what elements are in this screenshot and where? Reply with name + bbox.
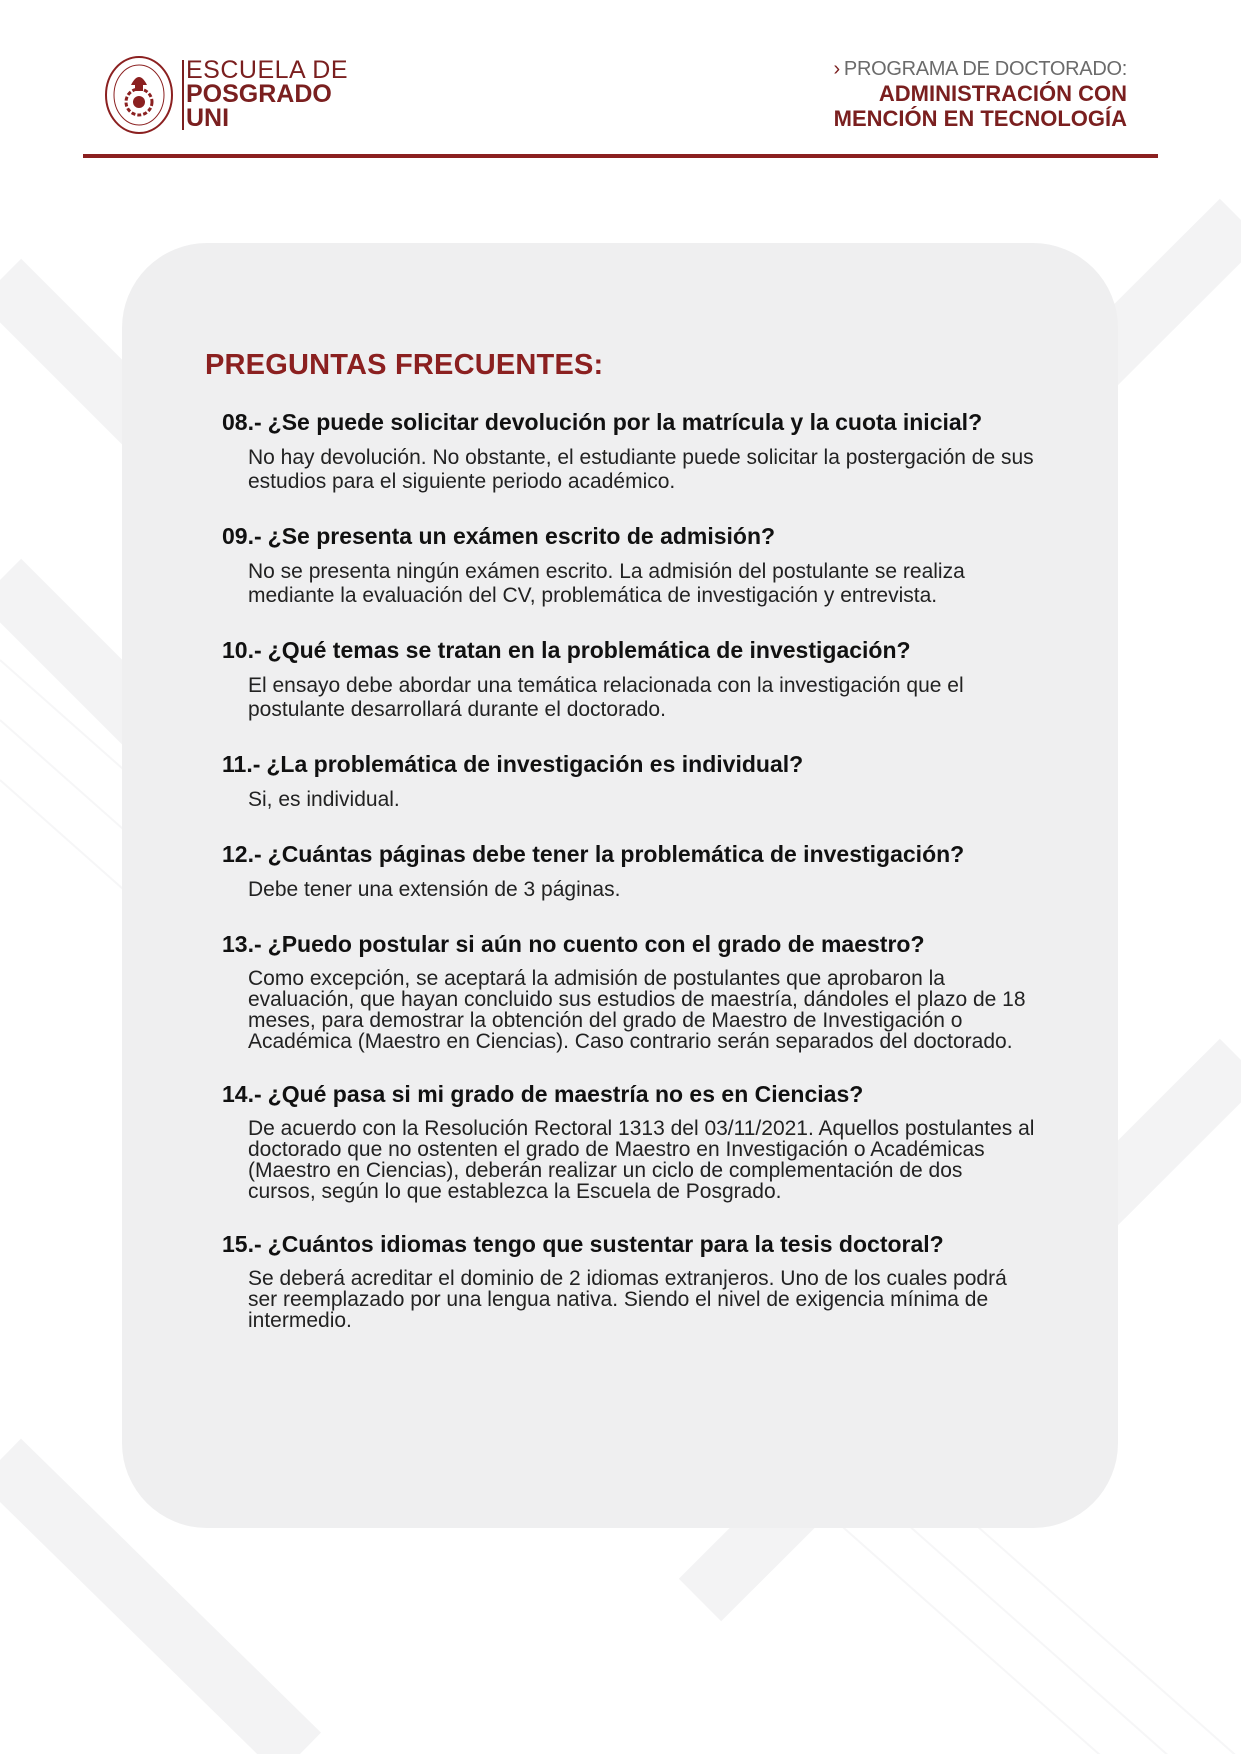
faq-question (222, 750, 1035, 778)
faq-question (222, 408, 1035, 436)
university-seal-icon (104, 55, 174, 135)
faq-question-text: ¿Se presenta un exámen escrito de admisión? (267, 523, 776, 549)
logo-line-3: UNI (186, 104, 230, 132)
faq-item (222, 750, 1035, 812)
faq-question-text: ¿Cuántas páginas debe tener la problemática de investigación? (267, 841, 965, 867)
faq-number: 11.- (222, 751, 261, 777)
faq-answer: Como excepción, se aceptará la admisión de postulantes que aprobaron la evaluación, que hayan concluido sus estudios de maestría, dándoles el plazo de 18 meses, para demostrar la obtención del grado de Maestro de Investigación o Académica (Maestro en Ciencias). Caso contrario serán separados del doctorado. (248, 967, 1026, 1053)
faq-question-text: ¿Qué pasa si mi grado de maestría no es en Ciencias? (267, 1081, 864, 1107)
faq-question (222, 930, 1035, 958)
faq-number: 09.- (222, 523, 262, 549)
program-label: PROGRAMA DE DOCTORADO: (843, 58, 1127, 80)
faq-number: 15.- (222, 1231, 262, 1257)
faq-question (222, 1080, 1035, 1108)
school-logo-text (186, 58, 348, 130)
program-line-1 (834, 58, 1127, 81)
faq-answer: Si, es individual. (248, 788, 400, 811)
faq-item (222, 522, 1035, 608)
faq-answer: De acuerdo con la Resolución Rectoral 1313 del 03/11/2021. Aquellos postulantes al doctorado que no ostenten el grado de Maestro en Investigación o Académicas (Maestro en Ciencias), deberán realizar un ciclo de complementación de dos cursos, según lo que establezca la Escuela de Posgrado. (248, 1117, 1035, 1203)
faq-number: 14.- (222, 1081, 262, 1107)
faq-item (222, 1230, 1035, 1331)
faq-question-text: ¿Cuántos idiomas tengo que sustentar para la tesis doctoral? (267, 1231, 944, 1257)
faq-question (222, 840, 1035, 868)
faq-question (222, 636, 1035, 664)
faq-question-text: ¿Se puede solicitar devolución por la matrícula y la cuota inicial? (267, 409, 983, 435)
faq-question (222, 1230, 1035, 1258)
faq-answer: El ensayo debe abordar una temática relacionada con la investigación que el postulante desarrollará durante el doctorado. (248, 674, 964, 721)
faq-question-text: ¿La problemática de investigación es individual? (266, 751, 804, 777)
faq-number: 12.- (222, 841, 262, 867)
faq-item (222, 636, 1035, 722)
logo-line-2: POSGRADO (186, 80, 332, 108)
faq-question-text: ¿Qué temas se tratan en la problemática de investigación? (267, 637, 911, 663)
faq-answer: Debe tener una extensión de 3 páginas. (248, 878, 621, 901)
program-line-2: ADMINISTRACIÓN CON (878, 81, 1127, 106)
faq-number: 13.- (222, 931, 262, 957)
program-line-3: MENCIÓN EN TECNOLOGÍA (833, 106, 1127, 131)
header (0, 0, 1241, 160)
faq-answer: No hay devolución. No obstante, el estudiante puede solicitar la postergación de sus estudios para el siguiente periodo académico. (248, 446, 1034, 493)
faq-item (222, 930, 1035, 1052)
faq-answer: Se deberá acreditar el dominio de 2 idiomas extranjeros. Uno de los cuales podrá ser reemplazado por una lengua nativa. Siendo el nivel de exigencia mínima de intermedio. (248, 1267, 1007, 1332)
program-title (834, 58, 1127, 131)
faq-item (222, 1080, 1035, 1202)
faq-question (222, 522, 1035, 550)
faq-answer: No se presenta ningún exámen escrito. La admisión del postulante se realiza mediante la evaluación del CV, problemática de investigación y entrevista. (248, 560, 965, 607)
chevron-right-icon: › (833, 58, 840, 80)
faq-title: PREGUNTAS FRECUENTES: (205, 349, 604, 381)
logo-divider (182, 60, 184, 130)
header-divider (83, 154, 1158, 158)
faq-item (222, 408, 1035, 494)
faq-number: 10.- (222, 637, 262, 663)
faq-question-text: ¿Puedo postular si aún no cuento con el grado de maestro? (267, 931, 925, 957)
faq-number: 08.- (222, 409, 262, 435)
faq-item (222, 840, 1035, 902)
faq-content (205, 349, 1035, 1359)
logo-line-1: ESCUELA DE (186, 56, 349, 84)
